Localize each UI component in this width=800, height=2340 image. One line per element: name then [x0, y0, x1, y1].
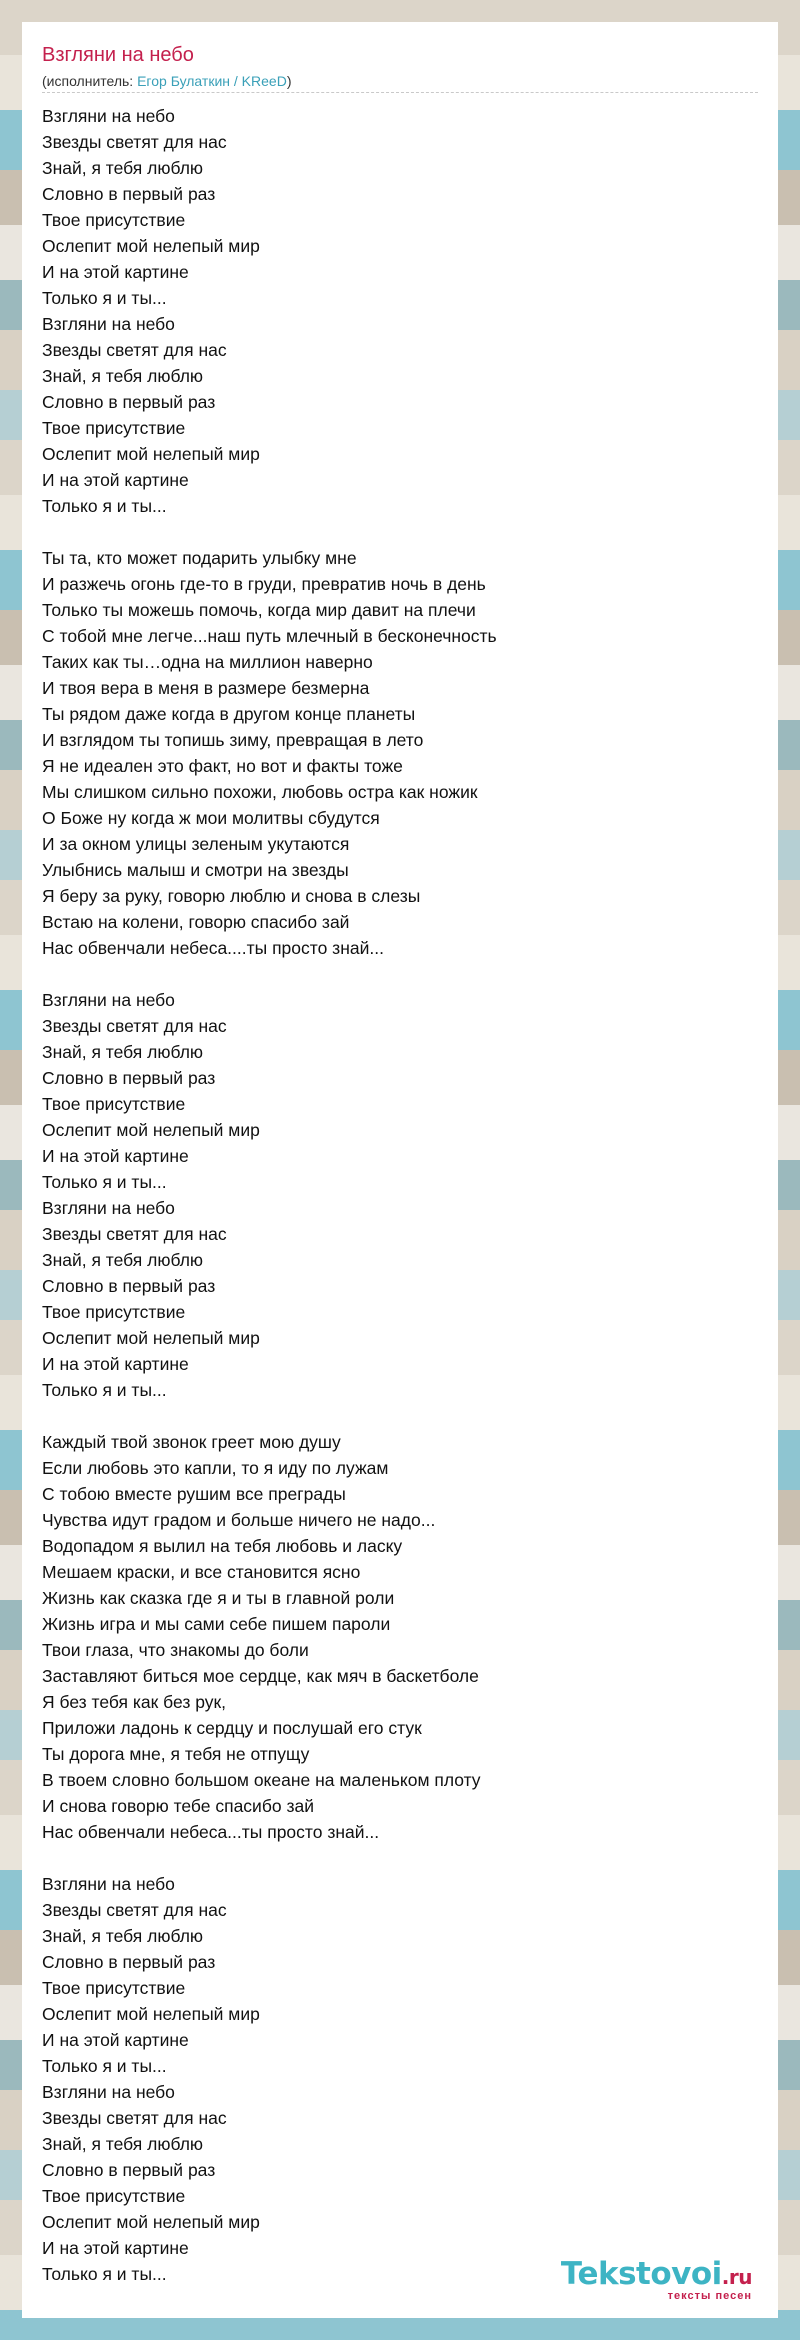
lyric-line: И снова говорю тебе спасибо зай: [42, 1796, 314, 1816]
lyric-line: И на этой картине: [42, 262, 189, 282]
lyric-line: И за окном улицы зеленым укутаются: [42, 834, 350, 854]
lyric-line: Ты рядом даже когда в другом конце планеты: [42, 704, 416, 724]
lyric-line: Каждый твой звонок греет мою душу: [42, 1432, 341, 1452]
lyric-line: И взглядом ты топишь зиму, превращая в лето: [42, 730, 424, 750]
lyric-line: Словно в первый раз: [42, 1068, 216, 1088]
lyric-line: Взгляни на небо: [42, 1198, 175, 1218]
site-logo[interactable]: [561, 2257, 752, 2302]
lyric-line: Мешаем краски, и все становится ясно: [42, 1562, 361, 1582]
lyric-line: Водопадом я вылил на тебя любовь и ласку: [42, 1536, 403, 1556]
logo-tagline: тексты песен: [667, 2290, 752, 2302]
lyric-line: Ты дорога мне, я тебя не отпущу: [42, 1744, 310, 1764]
lyric-line: Знай, я тебя люблю: [42, 366, 204, 386]
lyric-line: Я не идеален это факт, но вот и факты тоже: [42, 756, 403, 776]
lyric-line: Приложи ладонь к сердцу и послушай его стук: [42, 1718, 422, 1738]
logo-tld: .ru: [721, 2265, 752, 2289]
lyric-line: Звезды светят для нас: [42, 340, 227, 360]
lyric-line: Словно в первый раз: [42, 392, 216, 412]
lyric-line: Ослепит мой нелепый мир: [42, 2004, 260, 2024]
lyric-line: Знай, я тебя люблю: [42, 1250, 204, 1270]
lyric-line: Знай, я тебя люблю: [42, 2134, 204, 2154]
lyric-line: Только я и ты...: [42, 496, 167, 516]
lyric-line: Словно в первый раз: [42, 1952, 216, 1972]
song-title: Взгляни на небо: [42, 44, 194, 66]
lyric-line: Звезды светят для нас: [42, 1016, 227, 1036]
artist-suffix: ): [286, 73, 292, 89]
lyric-line: Заставляют биться мое сердце, как мяч в баскетболе: [42, 1666, 479, 1686]
lyric-line: Твое присутствие: [42, 2186, 186, 2206]
lyric-line: Звезды светят для нас: [42, 2108, 227, 2128]
lyric-line: Только я и ты...: [42, 1172, 167, 1192]
lyric-line: Таких как ты…одна на миллион наверно: [42, 652, 373, 672]
lyric-line: Взгляни на небо: [42, 314, 175, 334]
lyric-line: Я без тебя как без рук,: [42, 1692, 227, 1712]
lyrics-stanza: [42, 1871, 758, 2287]
lyric-line: Взгляни на небо: [42, 1874, 175, 1894]
lyric-line: И на этой картине: [42, 2030, 189, 2050]
lyric-line: Ты та, кто может подарить улыбку мне: [42, 548, 357, 568]
lyric-line: Взгляни на небо: [42, 990, 175, 1010]
logo-main-text: Tekstovoi: [560, 2256, 722, 2292]
lyric-line: И на этой картине: [42, 2238, 189, 2258]
logo-wordmark: [561, 2257, 752, 2294]
lyric-line: Твое присутствие: [42, 1302, 186, 1322]
lyric-line: Твое присутствие: [42, 210, 186, 230]
lyric-line: Улыбнись малыш и смотри на звезды: [42, 860, 349, 880]
lyric-line: Твое присутствие: [42, 1094, 186, 1114]
artist-line: [42, 72, 758, 93]
lyrics-stanza: [42, 545, 758, 961]
lyric-line: Твое присутствие: [42, 1978, 186, 1998]
lyric-line: Чувства идут градом и больше ничего не надо...: [42, 1510, 436, 1530]
lyric-line: С тобою вместе рушим все преграды: [42, 1484, 346, 1504]
lyric-line: Звезды светят для нас: [42, 1900, 227, 1920]
lyric-line: Если любовь это капли, то я иду по лужам: [42, 1458, 389, 1478]
lyric-line: Только я и ты...: [42, 288, 167, 308]
lyric-line: Встаю на колени, говорю спасибо зай: [42, 912, 350, 932]
lyric-line: И на этой картине: [42, 1354, 189, 1374]
lyric-line: Ослепит мой нелепый мир: [42, 2212, 260, 2232]
lyric-line: Звезды светят для нас: [42, 1224, 227, 1244]
lyric-line: Мы слишком сильно похожи, любовь остра как ножик: [42, 782, 478, 802]
lyric-line: Только я и ты...: [42, 1380, 167, 1400]
lyric-line: Нас обвенчали небеса....ты просто знай...: [42, 938, 384, 958]
lyric-line: Ослепит мой нелепый мир: [42, 236, 260, 256]
lyric-line: И на этой картине: [42, 470, 189, 490]
lyric-line: Словно в первый раз: [42, 1276, 216, 1296]
lyric-line: Ослепит мой нелепый мир: [42, 1328, 260, 1348]
lyric-line: Ослепит мой нелепый мир: [42, 1120, 260, 1140]
lyric-line: С тобой мне легче...наш путь млечный в бесконечность: [42, 626, 497, 646]
lyric-line: Нас обвенчали небеса...ты просто знай...: [42, 1822, 380, 1842]
lyrics-body: [42, 103, 758, 2287]
artist-link[interactable]: Егор Булаткин / KReeD: [137, 73, 287, 89]
lyric-line: Твое присутствие: [42, 418, 186, 438]
lyrics-card: [22, 22, 778, 2318]
lyric-line: Только ты можешь помочь, когда мир давит на плечи: [42, 600, 476, 620]
lyric-line: И разжечь огонь где-то в груди, превратив ночь в день: [42, 574, 486, 594]
lyric-line: Ослепит мой нелепый мир: [42, 444, 260, 464]
lyric-line: Жизнь как сказка где я и ты в главной роли: [42, 1588, 395, 1608]
lyric-line: Взгляни на небо: [42, 2082, 175, 2102]
lyric-line: О Боже ну когда ж мои молитвы сбудутся: [42, 808, 380, 828]
artist-prefix: (исполнитель:: [42, 73, 138, 89]
lyric-line: Только я и ты...: [42, 2056, 167, 2076]
lyric-line: И на этой картине: [42, 1146, 189, 1166]
lyric-line: Звезды светят для нас: [42, 132, 227, 152]
lyric-line: Только я и ты...: [42, 2264, 167, 2284]
lyric-line: Знай, я тебя люблю: [42, 158, 204, 178]
lyrics-stanza: [42, 987, 758, 1403]
lyric-line: Словно в первый раз: [42, 184, 216, 204]
lyrics-stanza: [42, 1429, 758, 1845]
lyric-line: Жизнь игра и мы сами себе пишем пароли: [42, 1614, 391, 1634]
lyric-line: Словно в первый раз: [42, 2160, 216, 2180]
lyric-line: И твоя вера в меня в размере безмерна: [42, 678, 370, 698]
lyric-line: Знай, я тебя люблю: [42, 1042, 204, 1062]
lyrics-stanza: [42, 103, 758, 519]
lyric-line: Твои глаза, что знакомы до боли: [42, 1640, 309, 1660]
lyric-line: Взгляни на небо: [42, 106, 175, 126]
lyric-line: Знай, я тебя люблю: [42, 1926, 204, 1946]
lyric-line: Я беру за руку, говорю люблю и снова в слезы: [42, 886, 421, 906]
lyric-line: В твоем словно большом океане на маленьком плоту: [42, 1770, 481, 1790]
